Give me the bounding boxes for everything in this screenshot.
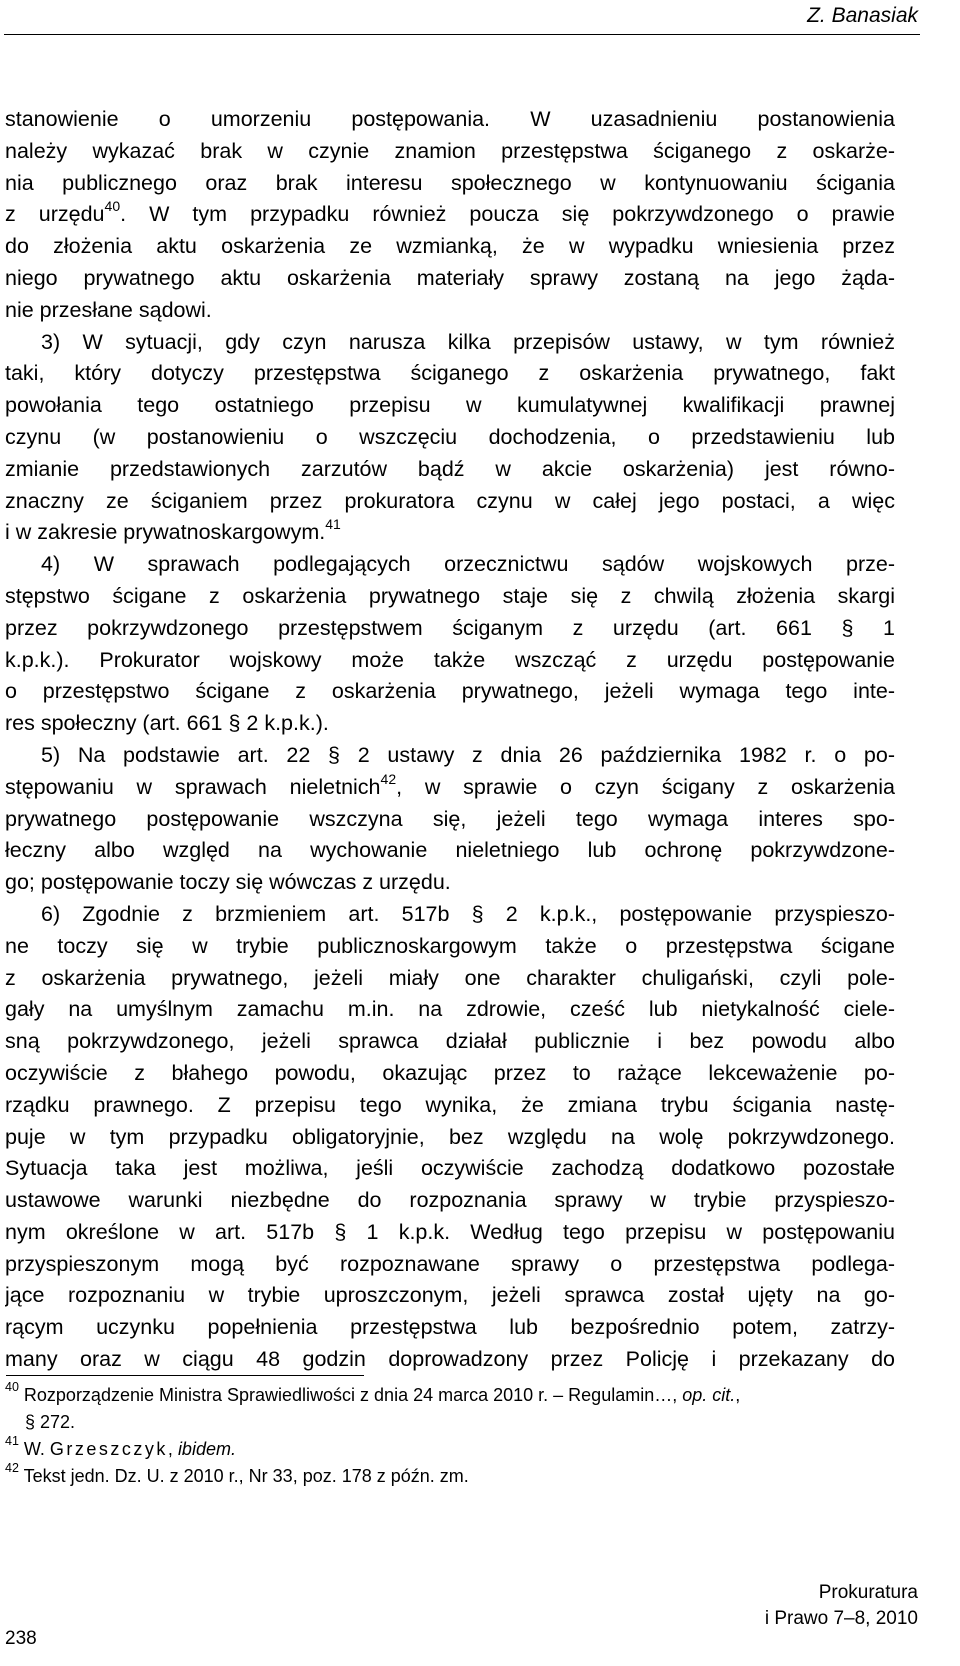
running-header-author: Z. Banasiak: [807, 4, 918, 27]
text-line: [5, 199, 895, 231]
footnote-tail: ,: [735, 1385, 741, 1405]
text-segment: stępowaniu w sprawach nieletnich: [5, 774, 381, 799]
footnote-text: Tekst jedn. Dz. U. z 2010 r., Nr 33, poz. 178 z późn. zm.: [18, 1466, 469, 1486]
footnote-40-continuation: § 272.: [25, 1412, 76, 1432]
text-line: [5, 104, 895, 136]
text-line: [5, 740, 895, 772]
text-line: [5, 1249, 895, 1281]
footnote-text: W.: [18, 1439, 50, 1459]
journal-issue: i Prawo 7–8, 2010: [764, 1608, 918, 1629]
text-line: [5, 931, 895, 963]
footnote-number: 42: [5, 1461, 19, 1475]
text-line: [5, 1185, 895, 1217]
text-segment: 5) Na podstawie art. 22 § 2 ustawy z dnia 26 października 1982 r. o po-: [41, 742, 895, 767]
text-segment: Sytuacja taka jest możliwa, jeśli oczywiście zachodzą dodatkowo pozostałe: [5, 1156, 895, 1181]
text-segment: niego prywatnego aktu oskarżenia materiały sprawy zostaną na jego żąda-: [5, 265, 895, 290]
journal-title: Prokuratura: [818, 1582, 918, 1603]
text-segment: 6) Zgodnie z brzmieniem art. 517b § 2 k.p.k., postępowanie przyspieszo-: [41, 901, 895, 926]
text-segment: jące rozpoznaniu w trybie uproszczonym, jeżeli sprawca został ujęty na go-: [5, 1283, 895, 1308]
header-divider: [4, 34, 920, 35]
text-segment: k.p.k.). Prokurator wojskowy może także wszcząć z urzędu postępowanie: [5, 647, 895, 672]
text-segment: łeczny albo względ na wychowanie nieletniego lub ochronę pokrzywdzone-: [5, 838, 895, 863]
text-line: [5, 231, 895, 263]
text-line: [5, 454, 895, 486]
text-segment: przez pokrzywdzonego przestępstwem ściganym z urzędu (art. 661 § 1: [5, 615, 895, 640]
text-line: [5, 867, 895, 899]
footnote-reference: 40: [104, 199, 121, 215]
text-segment: go; postępowanie toczy się wówczas z urzędu.: [5, 870, 451, 895]
text-segment: 4) W sprawach podlegających orzecznictwu sądów wojskowych prze-: [41, 552, 895, 577]
text-segment: z urzędu: [5, 202, 105, 227]
text-segment: powołania tego ostatniego przepisu w kumulatywnej kwalifikacji prawnej: [5, 393, 895, 418]
footnote-reference: 42: [380, 771, 397, 787]
text-line: [5, 486, 895, 518]
text-segment: do złożenia aktu oskarżenia ze wzmianką, że w wypadku wniesienia przez: [5, 234, 895, 259]
footnotes: [5, 1382, 895, 1490]
footnote-41: [5, 1436, 895, 1463]
text-line: [5, 772, 895, 804]
text-segment: taki, który dotyczy przestępstwa ściganego z oskarżenia prywatnego, fakt: [5, 361, 895, 386]
footnote-italic: op. cit.: [682, 1385, 736, 1405]
text-segment: oczywiście z błahego powodu, okazując przez to rażące lekceważenie po-: [5, 1060, 895, 1085]
text-line: [5, 994, 895, 1026]
footnote-author-spaced: Grzeszczyk: [49, 1439, 168, 1459]
text-line: [5, 676, 895, 708]
text-segment: ne toczy się w trybie publicznoskargowym także o przestępstwa ścigane: [5, 933, 895, 958]
text-segment: stępstwo ścigane z oskarżenia prywatnego staje się z chwilą złożenia skargi: [5, 583, 895, 608]
main-body-text: [5, 104, 895, 1376]
text-line: [5, 1153, 895, 1185]
journal-footer: [765, 1580, 918, 1632]
text-line: [5, 1090, 895, 1122]
text-segment: gały na umyślnym zamachu m.in. na zdrowie, cześć lub nietykalność ciele-: [5, 997, 895, 1022]
text-line: [5, 613, 895, 645]
text-segment: nie przesłane sądowi.: [5, 297, 212, 322]
text-line: [5, 581, 895, 613]
text-segment: stanowienie o umorzeniu postępowania. W uzasadnieniu postanowienia: [5, 107, 895, 131]
text-segment: z oskarżenia prywatnego, jeżeli miały one charakter chuligański, czyli pole-: [5, 965, 895, 990]
text-line: [5, 390, 895, 422]
text-segment: nym określone w art. 517b § 1 k.p.k. Według tego przepisu w postępowaniu: [5, 1219, 895, 1244]
text-line: [5, 963, 895, 995]
text-segment: 3) W sytuacji, gdy czyn narusza kilka przepisów ustawy, w tym również: [41, 329, 895, 354]
text-segment: rządku prawnego. Z przepisu tego wynika, że zmiana trybu ścigania nastę-: [5, 1092, 895, 1117]
text-line: [5, 1312, 895, 1344]
text-line: [5, 804, 895, 836]
text-segment: należy wykazać brak w czynie znamion przestępstwa ściganego z oskarże-: [5, 138, 895, 163]
text-segment: . W tym przypadku również poucza się pokrzywdzonego o prawie: [120, 202, 895, 227]
text-segment: przyspieszonym mogą być rozpoznawane sprawy o przestępstwa podlega-: [5, 1251, 895, 1276]
text-line: [5, 136, 895, 168]
footnote-text: Rozporządzenie Ministra Sprawiedliwości z dnia 24 marca 2010 r. – Regulamin…,: [18, 1385, 683, 1405]
text-line: [5, 168, 895, 200]
text-line: [5, 263, 895, 295]
text-line: [5, 708, 895, 740]
footnote-reference: 41: [325, 516, 341, 533]
text-line: [5, 1058, 895, 1090]
text-line: [5, 835, 895, 867]
footnote-number: 41: [5, 1434, 19, 1448]
text-line: [5, 358, 895, 390]
text-line: [5, 1280, 895, 1312]
text-segment: znaczny ze ściganiem przez prokuratora czynu w całej jego postaci, a więc: [5, 488, 895, 513]
page-number: 238: [5, 1628, 37, 1649]
text-line: [5, 1122, 895, 1154]
text-segment: o przestępstwo ścigane z oskarżenia prywatnego, jeżeli wymaga tego inte-: [5, 679, 895, 704]
text-segment: res społeczny (art. 661 § 2 k.p.k.).: [5, 711, 329, 736]
text-line: [5, 1217, 895, 1249]
text-segment: sną pokrzywdzonego, jeżeli sprawca działał publicznie i bez powodu albo: [5, 1029, 895, 1054]
text-segment: prywatnego postępowanie wszczyna się, jeżeli tego wymaga interes spo-: [5, 806, 895, 831]
text-segment: czynu (w postanowieniu o wszczęciu dochodzenia, o przedstawieniu lub: [5, 424, 895, 449]
footnote-40: [5, 1382, 895, 1409]
text-segment: rącym uczynku popełnienia przestępstwa lub bezpośrednio potem, zatrzy-: [5, 1315, 895, 1340]
text-line: [5, 645, 895, 677]
text-line: [5, 549, 895, 581]
footnote-italic: ibidem.: [177, 1439, 236, 1459]
text-segment: i w zakresie prywatnoskargowym.: [5, 520, 326, 545]
text-line: [5, 1344, 895, 1376]
text-segment: , w sprawie o czyn ścigany z oskarżenia: [396, 774, 895, 799]
text-line: [5, 517, 895, 549]
text-segment: puje w tym przypadku obligatoryjnie, bez względu na wolę pokrzywdzonego.: [5, 1124, 895, 1149]
footnote-number: 40: [5, 1380, 19, 1394]
text-line: [5, 327, 895, 359]
text-segment: ustawowe warunki niezbędne do rozpoznania sprawy w trybie przyspieszo-: [5, 1188, 895, 1213]
footnote-divider: [6, 1375, 364, 1376]
text-segment: nia publicznego oraz brak interesu społecznego w kontynuowaniu ścigania: [5, 170, 895, 195]
text-line: [5, 295, 895, 327]
text-line: [5, 1026, 895, 1058]
footnote-42: [5, 1463, 895, 1490]
text-segment: zmianie przedstawionych zarzutów bądź w akcie oskarżenia) jest równo-: [5, 456, 895, 481]
text-line: [5, 422, 895, 454]
text-segment: many oraz w ciągu 48 godzin doprowadzony przez Policję i przekazany do: [5, 1347, 895, 1372]
footnote-sep: ,: [167, 1439, 178, 1459]
text-line: [5, 899, 895, 931]
